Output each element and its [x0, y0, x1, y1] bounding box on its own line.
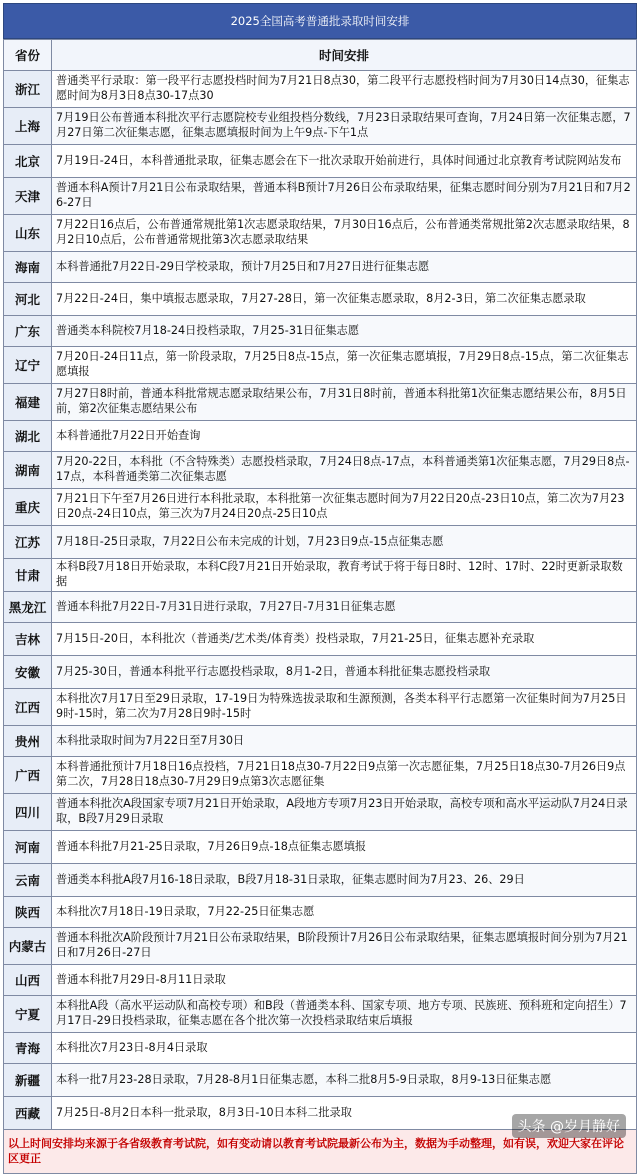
schedule-cell: 普通本科A预计7月21日公布录取结果，普通本科B预计7月26日公布录取结果，征集志愿时间分别为7月21日和7月26-27日 — [52, 178, 637, 215]
table-row — [4, 178, 637, 215]
province-cell: 贵州 — [4, 726, 52, 757]
schedule-cell: 普通本科批次A段国家专项7月21日开始录取，A段地方专项7月23日开始录取，高校专项和高水平运动队7月24日录取，B段7月29日录取 — [52, 794, 637, 831]
table-row — [4, 1064, 637, 1097]
province-cell: 山东 — [4, 215, 52, 252]
province-cell: 吉林 — [4, 623, 52, 656]
table-row — [4, 347, 637, 384]
schedule-cell: 7月20-22日，本科批（不含特殊类）志愿投档录取，7月24日8点-17点，本科普通类第1次征集志愿，7月29日8点-17点，本科普通类第二次征集志愿 — [52, 452, 637, 489]
province-cell: 广西 — [4, 757, 52, 794]
table-row — [4, 864, 637, 897]
source-note: 以上时间安排均来源于各省级教育考试院，如有变动请以教育考试院最新公布为主，数据为手动整理，如有误，欢迎大家在评论区更正 — [3, 1130, 637, 1174]
province-cell: 河北 — [4, 283, 52, 316]
schedule-cell: 7月25日-8月2日本科一批录取，8月3日-10日本科二批录取 — [52, 1097, 637, 1130]
province-cell: 山西 — [4, 965, 52, 996]
schedule-cell: 普通类本科批A段7月16-18日录取，B段7月18-31日录取，征集志愿时间为7月23、26、29日 — [52, 864, 637, 897]
schedule-cell: 本科批录取时间为7月22日至7月30日 — [52, 726, 637, 757]
table-row — [4, 489, 637, 526]
table-row — [4, 108, 637, 145]
province-cell: 福建 — [4, 384, 52, 421]
schedule-sheet — [3, 3, 637, 1174]
table-row — [4, 757, 637, 794]
province-cell: 江西 — [4, 689, 52, 726]
province-cell: 辽宁 — [4, 347, 52, 384]
table-row — [4, 689, 637, 726]
schedule-cell: 本科普通批预计7月18日16点投档，7月21日18点30-7月22日9点第一次志愿征集，7月25日18点30-7月26日9点第二次，7月28日18点30-7月29日9点第3次志愿征集 — [52, 757, 637, 794]
table-row — [4, 1033, 637, 1064]
schedule-cell: 7月25-30日，普通本科批平行志愿投档录取，8月1-2日，普通本科批征集志愿投档录取 — [52, 656, 637, 689]
table-header-row — [4, 40, 637, 71]
schedule-cell: 7月18日-25日录取，7月22日公布未完成的计划，7月23日9点-15点征集志愿 — [52, 526, 637, 559]
province-cell: 云南 — [4, 864, 52, 897]
table-row — [4, 421, 637, 452]
schedule-cell: 普通本科批7月22日-7月31日进行录取，7月27日-7月31日征集志愿 — [52, 592, 637, 623]
schedule-cell: 7月15日-20日，本科批次（普通类/艺术类/体育类）投档录取，7月21-25日，征集志愿补充录取 — [52, 623, 637, 656]
schedule-cell: 7月19日公布普通本科批次平行志愿院校专业组投档分数线，7月23日录取结果可查询，7月24日第一次征集志愿，7月27日第二次征集志愿，征集志愿填报时间为上午9点-下午1点 — [52, 108, 637, 145]
schedule-cell: 本科普通批7月22日开始查询 — [52, 421, 637, 452]
province-cell: 陕西 — [4, 897, 52, 928]
table-row — [4, 996, 637, 1033]
schedule-cell: 本科批次7月17日至29日录取，17-19日为特殊选拔录取和生源预测，各类本科平行志愿第一次征集时间为7月25日9时-15时，第二次为7月28日9时-15时 — [52, 689, 637, 726]
province-cell: 湖北 — [4, 421, 52, 452]
table-row — [4, 623, 637, 656]
province-cell: 浙江 — [4, 71, 52, 108]
schedule-cell: 本科批次7月23日-8月4日录取 — [52, 1033, 637, 1064]
table-row — [4, 526, 637, 559]
province-cell: 重庆 — [4, 489, 52, 526]
table-row — [4, 316, 637, 347]
table-row — [4, 252, 637, 283]
schedule-cell: 本科批次7月18日-19日录取，7月22-25日征集志愿 — [52, 897, 637, 928]
province-cell: 海南 — [4, 252, 52, 283]
table-row — [4, 215, 637, 252]
schedule-cell: 7月20日-24日11点，第一阶段录取，7月25日8点-15点，第一次征集志愿填报，7月29日8点-15点，第二次征集志愿填报 — [52, 347, 637, 384]
province-cell: 内蒙古 — [4, 928, 52, 965]
schedule-cell: 7月22日-24日，集中填报志愿录取，7月27-28日，第一次征集志愿录取，8月2-3日，第二次征集志愿录取 — [52, 283, 637, 316]
province-cell: 天津 — [4, 178, 52, 215]
province-cell: 黑龙江 — [4, 592, 52, 623]
table-row — [4, 965, 637, 996]
table-row — [4, 452, 637, 489]
table-row — [4, 384, 637, 421]
table-row — [4, 897, 637, 928]
schedule-cell: 本科B段7月18日开始录取，本科C段7月21日开始录取，教育考试于将于每日8时、12时、17时、22时更新录取数据 — [52, 559, 637, 592]
schedule-cell: 7月27日8时前，普通本科批常规志愿录取结果公布，7月31日8时前，普通本科批第1次征集志愿结果公布，8月5日前，第2次征集志愿结果公布 — [52, 384, 637, 421]
schedule-cell: 普通本科批7月21-25日录取，7月26日9点-18点征集志愿填报 — [52, 831, 637, 864]
province-cell: 湖南 — [4, 452, 52, 489]
schedule-cell: 普通类本科院校7月18-24日投档录取，7月25-31日征集志愿 — [52, 316, 637, 347]
province-cell: 四川 — [4, 794, 52, 831]
schedule-table — [3, 39, 637, 1130]
province-cell: 广东 — [4, 316, 52, 347]
header-schedule: 时间安排 — [52, 40, 637, 71]
schedule-cell: 普通本科批7月29日-8月11日录取 — [52, 965, 637, 996]
schedule-cell: 本科一批7月23-28日录取，7月28-8月1日征集志愿，本科二批8月5-9日录取，8月9-13日征集志愿 — [52, 1064, 637, 1097]
province-cell: 上海 — [4, 108, 52, 145]
schedule-cell: 7月22日16点后，公布普通常规批第1次志愿录取结果，7月30日16点后，公布普通类常规批第2次志愿录取结果，8月2日10点后，公布普通常规批第3次志愿录取结果 — [52, 215, 637, 252]
province-cell: 安徽 — [4, 656, 52, 689]
table-row — [4, 592, 637, 623]
table-row — [4, 145, 637, 178]
province-cell: 青海 — [4, 1033, 52, 1064]
watermark: 头条 @岁月静好 — [512, 1114, 626, 1138]
table-row — [4, 656, 637, 689]
province-cell: 新疆 — [4, 1064, 52, 1097]
schedule-cell: 本科普通批7月22日-29日学校录取，预计7月25日和7月27日进行征集志愿 — [52, 252, 637, 283]
table-row — [4, 726, 637, 757]
page-title: 2025全国高考普通批录取时间安排 — [3, 3, 637, 39]
header-province: 省份 — [4, 40, 52, 71]
province-cell: 河南 — [4, 831, 52, 864]
schedule-cell: 7月21日下午至7月26日进行本科批录取，本科批第一次征集志愿时间为7月22日20点-23日10点，第二次为7月23日20点-24日10点，第三次为7月24日20点-25日10点 — [52, 489, 637, 526]
province-cell: 江苏 — [4, 526, 52, 559]
schedule-cell: 本科批A段（高水平运动队和高校专项）和B段（普通类本科、国家专项、地方专项、民族班、预科班和定向招生）7月17日-29日投档录取，征集志愿在各个批次第一次投档录取结束后填报 — [52, 996, 637, 1033]
province-cell: 西藏 — [4, 1097, 52, 1130]
table-row — [4, 794, 637, 831]
table-row — [4, 831, 637, 864]
province-cell: 北京 — [4, 145, 52, 178]
table-row — [4, 283, 637, 316]
schedule-cell: 普通本科批次A阶段预计7月21日公布录取结果，B阶段预计7月26日公布录取结果，征集志愿填报时间分别为7月21日和7月26日-27日 — [52, 928, 637, 965]
table-row — [4, 559, 637, 592]
schedule-cell: 普通类平行录取：第一段平行志愿投档时间为7月21日8点30，第二段平行志愿投档时间为7月30日14点30，征集志愿时间为8月3日8点30-17点30 — [52, 71, 637, 108]
province-cell: 甘肃 — [4, 559, 52, 592]
table-row — [4, 928, 637, 965]
table-row — [4, 71, 637, 108]
schedule-cell: 7月19日-24日，本科普通批录取，征集志愿会在下一批次录取开始前进行，具体时间通过北京教育考试院网站发布 — [52, 145, 637, 178]
province-cell: 宁夏 — [4, 996, 52, 1033]
